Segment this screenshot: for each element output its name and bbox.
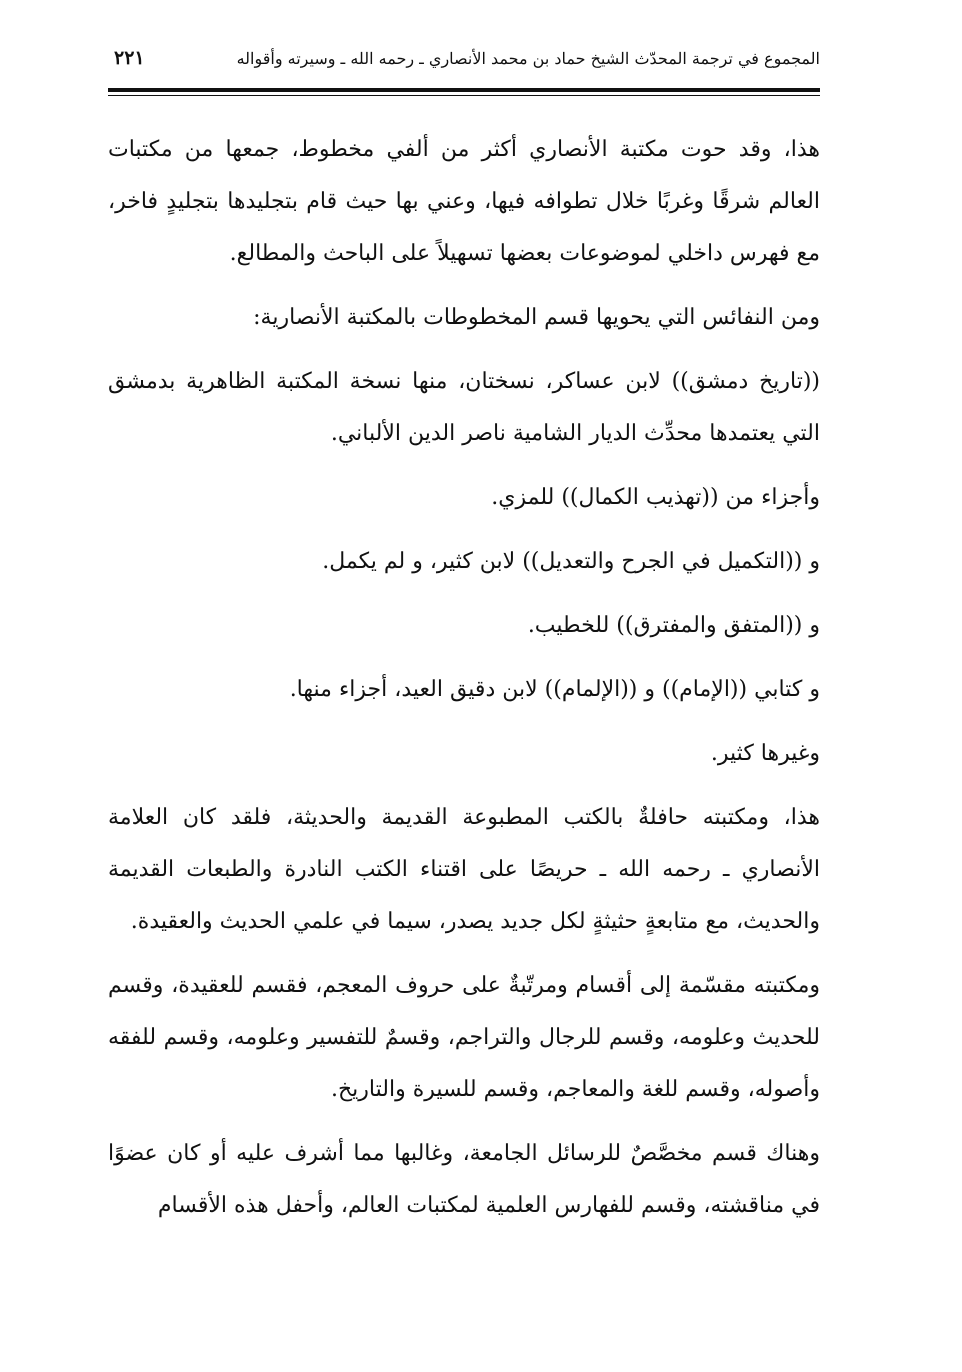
paragraph-theses-section: وهناك قسم مخصَّصٌ للرسائل الجامعة، وغالبها مما أشرف عليه أو كان عضوًا في مناقشته، وقسم للفهارس العلمية لمكتبات العالم، وأحفل هذه الأقسام <box>108 1141 820 1218</box>
page-body <box>108 124 820 1244</box>
page-header <box>108 38 820 78</box>
paragraph-tarikh-dimashq: ((تاريخ دمشق)) لابن عساكر، نسختان، منها نسخة المكتبة الظاهرية بدمشق التي يعتمدها محدِّث الديار الشامية ناصر الدين الألباني. <box>108 369 820 446</box>
paragraph-printed-books: هذا، ومكتبته حافلةٌ بالكتب المطبوعة القديمة والحديثة، فلقد كان العلامة الأنصاري ـ رحمه الله ـ حريصًا على اقتناء الكتب النادرة والطبعات القديمة والحديث، مع متابعةٍ حثيثةٍ لكل جديد يصدر، سيما في علمي الحديث والعقيدة. <box>108 805 820 934</box>
paragraph-manuscripts-intro: هذا، وقد حوت مكتبة الأنصاري أكثر من ألفي مخطوط، جمعها من مكتبات العالم شرقًا وغربًا خلال تطوافه فيها، وعني بها حيث قام بتجليدها بتجليدٍ فاخر، مع فهرس داخلي لموضوعات بعضها تسهيلاً على الباحث والمطالع. <box>108 137 821 266</box>
list-item-others: وغيرها كثير. <box>710 741 820 766</box>
paragraph-library-sections: ومكتبته مقسّمة إلى أقسام ومرتّبةٌ على حروف المعجم، فقسم للعقيدة، وقسم للحديث وعلومه، وقسم للرجال والتراجم، وقسمٌ للتفسير وعلومه، وقسم للفقه وأصوله، وقسم للغة والمعاجم، وقسم للسيرة والتاريخ. <box>108 973 820 1102</box>
list-item-imam: و كتابي ((الإمام)) و ((الإلمام)) لابن دقيق العيد، أجزاء منها. <box>289 677 820 702</box>
running-title: المجموع في ترجمة المحدّث الشيخ حماد بن محمد الأنصاري ـ رحمه الله ـ وسيرته وأقواله <box>236 48 820 68</box>
list-item-muttafaq: و ((المتفق والمفترق)) للخطيب. <box>527 613 820 638</box>
page-number: ٢٢١ <box>114 47 145 69</box>
header-rule-thin <box>108 95 820 96</box>
list-item-tahdhib: وأجزاء من ((تهذيب الكمال)) للمزي. <box>491 485 820 510</box>
list-item-takmil: و ((التكميل في الجرح والتعديل)) لابن كثير، و لم يكمل. <box>322 549 820 574</box>
header-rule-thick <box>108 88 820 92</box>
paragraph-treasures-heading: ومن النفائس التي يحويها قسم المخطوطات بالمكتبة الأنصارية: <box>253 305 820 330</box>
